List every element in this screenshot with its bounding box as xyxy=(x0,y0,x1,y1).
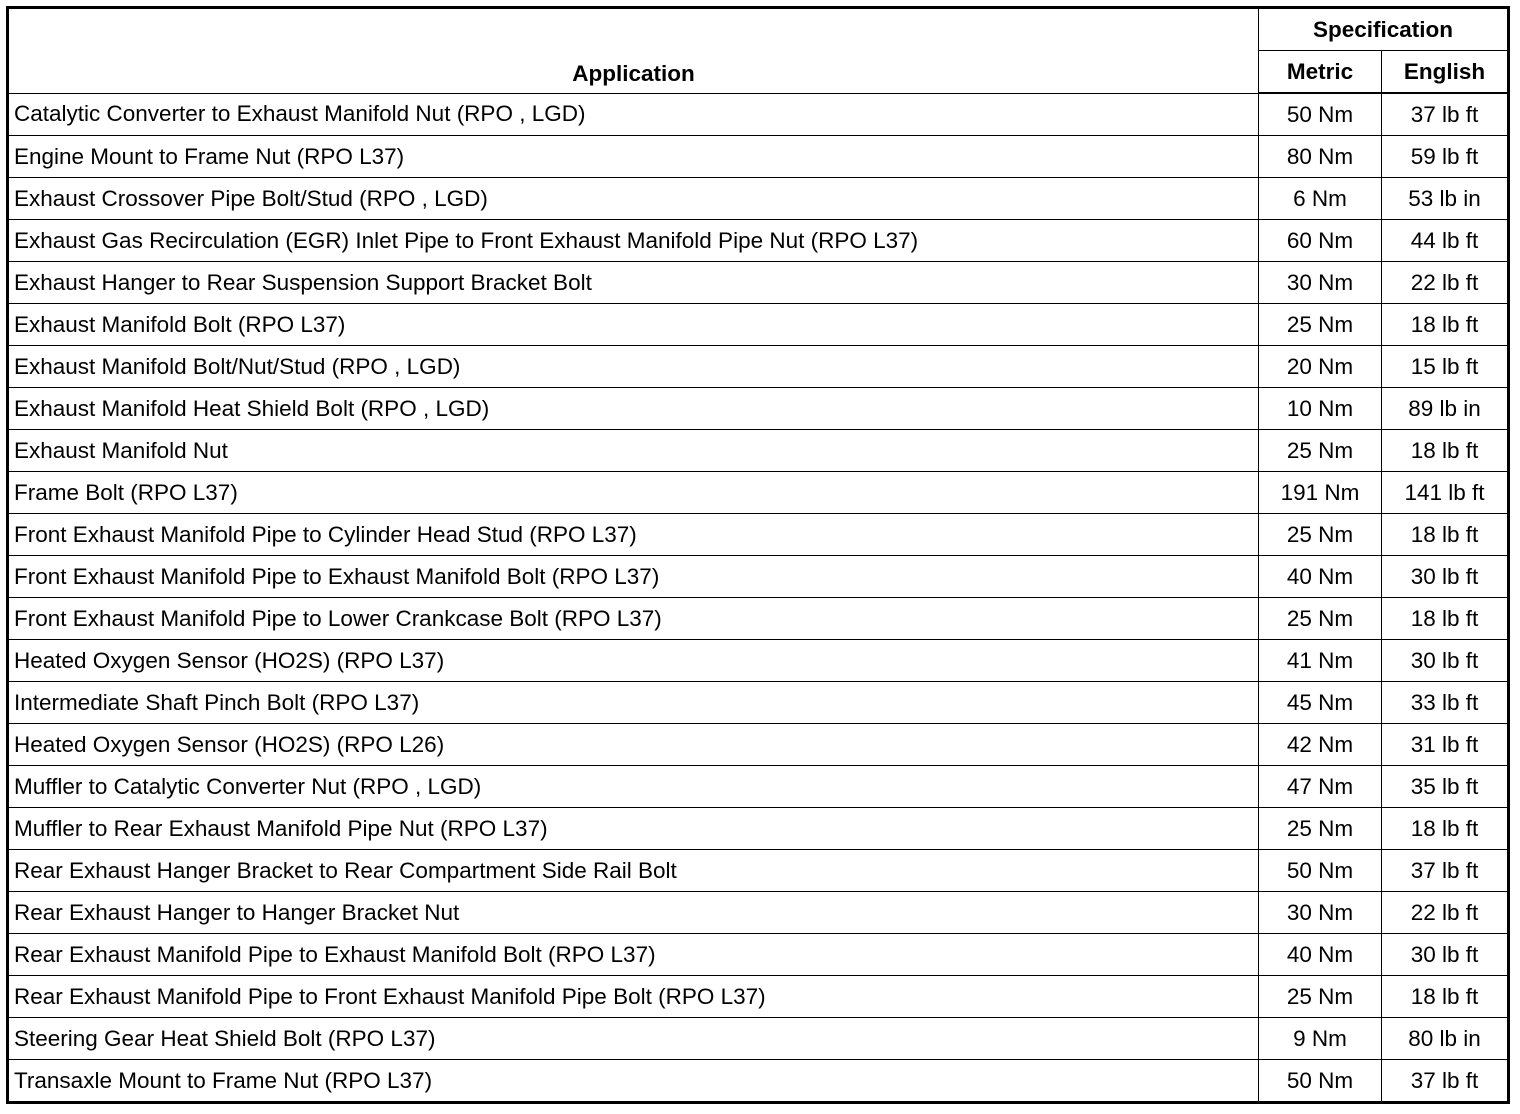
application-header: Application xyxy=(8,8,1259,94)
metric-cell: 47 Nm xyxy=(1259,766,1382,808)
metric-cell: 25 Nm xyxy=(1259,514,1382,556)
english-cell: 30 lb ft xyxy=(1382,556,1509,598)
english-cell: 18 lb ft xyxy=(1382,514,1509,556)
table-row xyxy=(8,766,1509,808)
english-cell: 80 lb in xyxy=(1382,1018,1509,1060)
table-row xyxy=(8,682,1509,724)
metric-cell: 25 Nm xyxy=(1259,430,1382,472)
application-cell: Front Exhaust Manifold Pipe to Lower Crankcase Bolt (RPO L37) xyxy=(8,598,1259,640)
table-row xyxy=(8,934,1509,976)
english-cell: 31 lb ft xyxy=(1382,724,1509,766)
table-row xyxy=(8,304,1509,346)
metric-cell: 50 Nm xyxy=(1259,1060,1382,1103)
metric-cell: 191 Nm xyxy=(1259,472,1382,514)
metric-cell: 10 Nm xyxy=(1259,388,1382,430)
application-cell: Muffler to Rear Exhaust Manifold Pipe Nut (RPO L37) xyxy=(8,808,1259,850)
english-cell: 141 lb ft xyxy=(1382,472,1509,514)
table-row xyxy=(8,640,1509,682)
english-cell: 18 lb ft xyxy=(1382,808,1509,850)
english-cell: 22 lb ft xyxy=(1382,892,1509,934)
specification-header: Specification xyxy=(1259,8,1509,51)
english-cell: 44 lb ft xyxy=(1382,220,1509,262)
english-cell: 53 lb in xyxy=(1382,178,1509,220)
application-cell: Transaxle Mount to Frame Nut (RPO L37) xyxy=(8,1060,1259,1103)
application-cell: Rear Exhaust Manifold Pipe to Exhaust Manifold Bolt (RPO L37) xyxy=(8,934,1259,976)
application-cell: Intermediate Shaft Pinch Bolt (RPO L37) xyxy=(8,682,1259,724)
metric-cell: 30 Nm xyxy=(1259,262,1382,304)
application-cell: Frame Bolt (RPO L37) xyxy=(8,472,1259,514)
table-row xyxy=(8,850,1509,892)
metric-cell: 25 Nm xyxy=(1259,976,1382,1018)
table-row xyxy=(8,93,1509,136)
english-cell: 59 lb ft xyxy=(1382,136,1509,178)
english-header: English xyxy=(1382,51,1509,94)
table-row xyxy=(8,976,1509,1018)
english-cell: 18 lb ft xyxy=(1382,304,1509,346)
application-cell: Rear Exhaust Hanger Bracket to Rear Compartment Side Rail Bolt xyxy=(8,850,1259,892)
application-cell: Exhaust Hanger to Rear Suspension Support Bracket Bolt xyxy=(8,262,1259,304)
application-cell: Heated Oxygen Sensor (HO2S) (RPO L26) xyxy=(8,724,1259,766)
english-cell: 30 lb ft xyxy=(1382,640,1509,682)
table-row xyxy=(8,556,1509,598)
english-cell: 33 lb ft xyxy=(1382,682,1509,724)
english-cell: 37 lb ft xyxy=(1382,93,1509,136)
table-row xyxy=(8,430,1509,472)
english-cell: 37 lb ft xyxy=(1382,1060,1509,1103)
table-row xyxy=(8,598,1509,640)
english-cell: 30 lb ft xyxy=(1382,934,1509,976)
table-row xyxy=(8,892,1509,934)
application-cell: Exhaust Crossover Pipe Bolt/Stud (RPO , LGD) xyxy=(8,178,1259,220)
metric-cell: 25 Nm xyxy=(1259,598,1382,640)
table-row xyxy=(8,1060,1509,1103)
application-cell: Steering Gear Heat Shield Bolt (RPO L37) xyxy=(8,1018,1259,1060)
metric-cell: 50 Nm xyxy=(1259,93,1382,136)
english-cell: 89 lb in xyxy=(1382,388,1509,430)
application-cell: Front Exhaust Manifold Pipe to Exhaust Manifold Bolt (RPO L37) xyxy=(8,556,1259,598)
metric-cell: 20 Nm xyxy=(1259,346,1382,388)
application-cell: Rear Exhaust Manifold Pipe to Front Exhaust Manifold Pipe Bolt (RPO L37) xyxy=(8,976,1259,1018)
metric-cell: 25 Nm xyxy=(1259,304,1382,346)
english-cell: 22 lb ft xyxy=(1382,262,1509,304)
application-cell: Exhaust Manifold Bolt/Nut/Stud (RPO , LGD) xyxy=(8,346,1259,388)
table-row xyxy=(8,262,1509,304)
metric-cell: 50 Nm xyxy=(1259,850,1382,892)
table-row xyxy=(8,472,1509,514)
metric-cell: 6 Nm xyxy=(1259,178,1382,220)
table-row xyxy=(8,724,1509,766)
application-cell: Exhaust Manifold Bolt (RPO L37) xyxy=(8,304,1259,346)
table-row xyxy=(8,1018,1509,1060)
application-cell: Catalytic Converter to Exhaust Manifold Nut (RPO , LGD) xyxy=(8,93,1259,136)
application-cell: Rear Exhaust Hanger to Hanger Bracket Nut xyxy=(8,892,1259,934)
metric-cell: 25 Nm xyxy=(1259,808,1382,850)
application-cell: Muffler to Catalytic Converter Nut (RPO , LGD) xyxy=(8,766,1259,808)
table-row xyxy=(8,346,1509,388)
table-row xyxy=(8,136,1509,178)
metric-cell: 45 Nm xyxy=(1259,682,1382,724)
application-cell: Engine Mount to Frame Nut (RPO L37) xyxy=(8,136,1259,178)
english-cell: 15 lb ft xyxy=(1382,346,1509,388)
table-row xyxy=(8,178,1509,220)
metric-cell: 60 Nm xyxy=(1259,220,1382,262)
application-cell: Front Exhaust Manifold Pipe to Cylinder Head Stud (RPO L37) xyxy=(8,514,1259,556)
table-row xyxy=(8,514,1509,556)
application-cell: Exhaust Gas Recirculation (EGR) Inlet Pipe to Front Exhaust Manifold Pipe Nut (RPO L37) xyxy=(8,220,1259,262)
metric-cell: 40 Nm xyxy=(1259,934,1382,976)
english-cell: 18 lb ft xyxy=(1382,598,1509,640)
table-row xyxy=(8,388,1509,430)
english-cell: 18 lb ft xyxy=(1382,430,1509,472)
metric-header: Metric xyxy=(1259,51,1382,94)
metric-cell: 30 Nm xyxy=(1259,892,1382,934)
english-cell: 35 lb ft xyxy=(1382,766,1509,808)
metric-cell: 40 Nm xyxy=(1259,556,1382,598)
table-body xyxy=(8,93,1509,1103)
table-row xyxy=(8,808,1509,850)
application-cell: Heated Oxygen Sensor (HO2S) (RPO L37) xyxy=(8,640,1259,682)
table-row xyxy=(8,220,1509,262)
metric-cell: 80 Nm xyxy=(1259,136,1382,178)
torque-specification-table xyxy=(6,6,1510,1104)
metric-cell: 41 Nm xyxy=(1259,640,1382,682)
metric-cell: 9 Nm xyxy=(1259,1018,1382,1060)
application-cell: Exhaust Manifold Heat Shield Bolt (RPO , LGD) xyxy=(8,388,1259,430)
application-cell: Exhaust Manifold Nut xyxy=(8,430,1259,472)
header-row xyxy=(8,8,1509,51)
english-cell: 18 lb ft xyxy=(1382,976,1509,1018)
english-cell: 37 lb ft xyxy=(1382,850,1509,892)
metric-cell: 42 Nm xyxy=(1259,724,1382,766)
